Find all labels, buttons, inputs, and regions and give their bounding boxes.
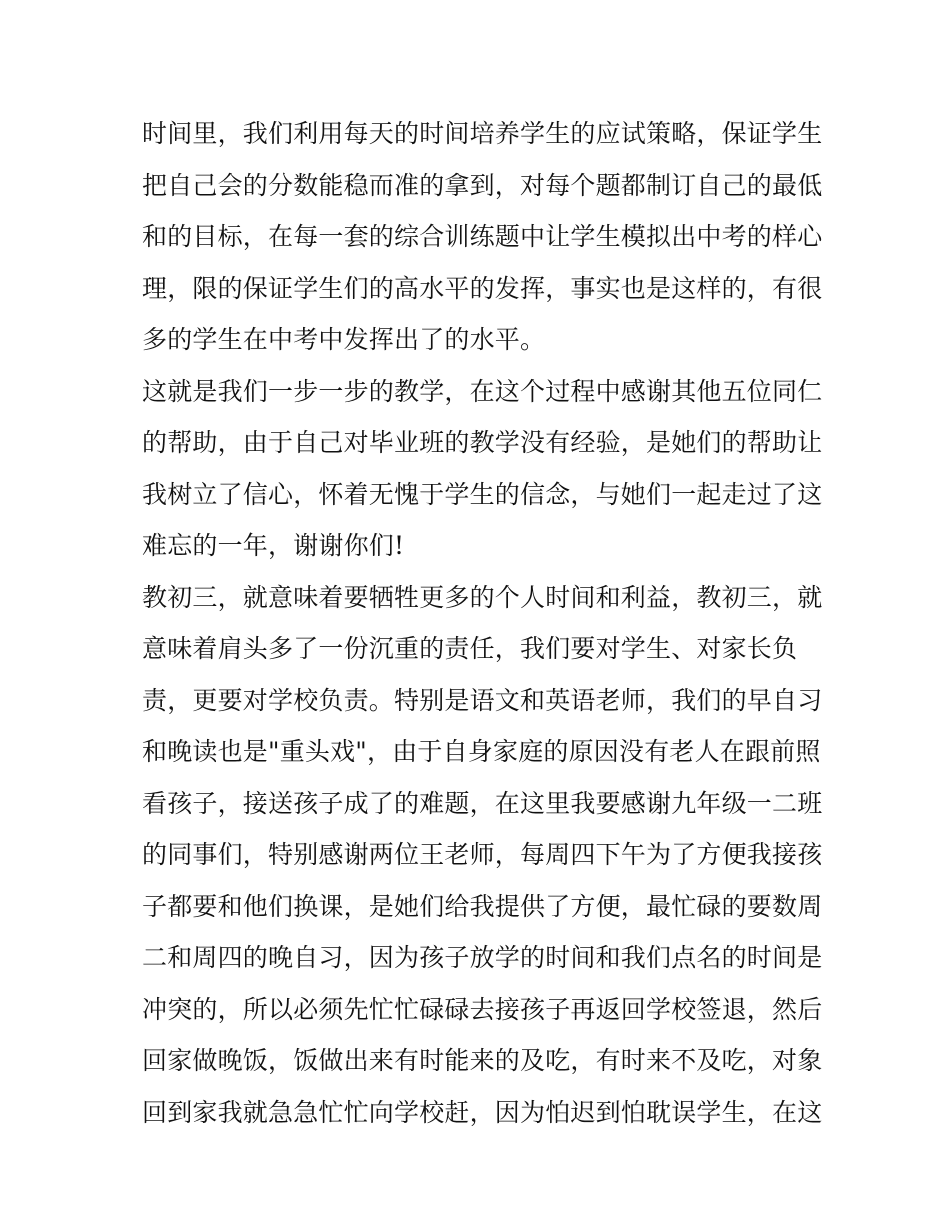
text-line: 的同事们，特别感谢两位王老师，每周四下午为了方便我接孩 (142, 840, 823, 869)
text-line: 难忘的一年，谢谢你们! (142, 531, 405, 560)
text-line: 意味着肩头多了一份沉重的责任，我们要对学生、对家长负 (142, 634, 798, 663)
text-line: 理，限的保证学生们的高水平的发挥，事实也是这样的，有很 (142, 273, 823, 303)
text-line: 子都要和他们换课，是她们给我提供了方便，最忙碌的要数周 (142, 891, 823, 921)
text-line: 多的学生在中考中发挥出了的水平。 (142, 325, 546, 354)
text-line: 和的目标，在每一套的综合训练题中让学生模拟出中考的样心 (142, 222, 823, 251)
text-line: 的帮助，由于自己对毕业班的教学没有经验，是她们的帮助让 (142, 428, 823, 457)
text-line: 把自己会的分数能稳而准的拿到，对每个题都制订自己的最低 (142, 170, 823, 200)
text-line: 教初三，就意味着要牺牲更多的个人时间和利益，教初三，就 (142, 582, 823, 612)
text-line: 时间里，我们利用每天的时间培养学生的应试策略，保证学生 (142, 119, 823, 148)
text-line: 责，更要对学校负责。特别是语文和英语老师，我们的早自习 (142, 685, 823, 715)
text-line: 我树立了信心，怀着无愧于学生的信念，与她们一起走过了这 (142, 479, 823, 509)
text-line: 看孩子，接送孩子成了的难题，在这里我要感谢九年级一二班 (142, 788, 823, 818)
body-text (142, 108, 822, 1138)
text-line: 回到家我就急急忙忙向学校赶，因为怕迟到怕耽误学生，在这 (142, 1097, 823, 1127)
text-line: 二和周四的晚自习，因为孩子放学的时间和我们点名的时间是 (142, 943, 823, 972)
text-line: 回家做晚饭，饭做出来有时能来的及吃，有时来不及吃，对象 (142, 1046, 823, 1075)
text-line: 这就是我们一步一步的教学，在这个过程中感谢其他五位同仁 (142, 376, 823, 406)
text-line: 冲突的，所以必须先忙忙碌碌去接孩子再返回学校签退，然后 (142, 994, 823, 1024)
text-line: 和晚读也是"重头戏"，由于自身家庭的原因没有老人在跟前照 (142, 737, 821, 766)
